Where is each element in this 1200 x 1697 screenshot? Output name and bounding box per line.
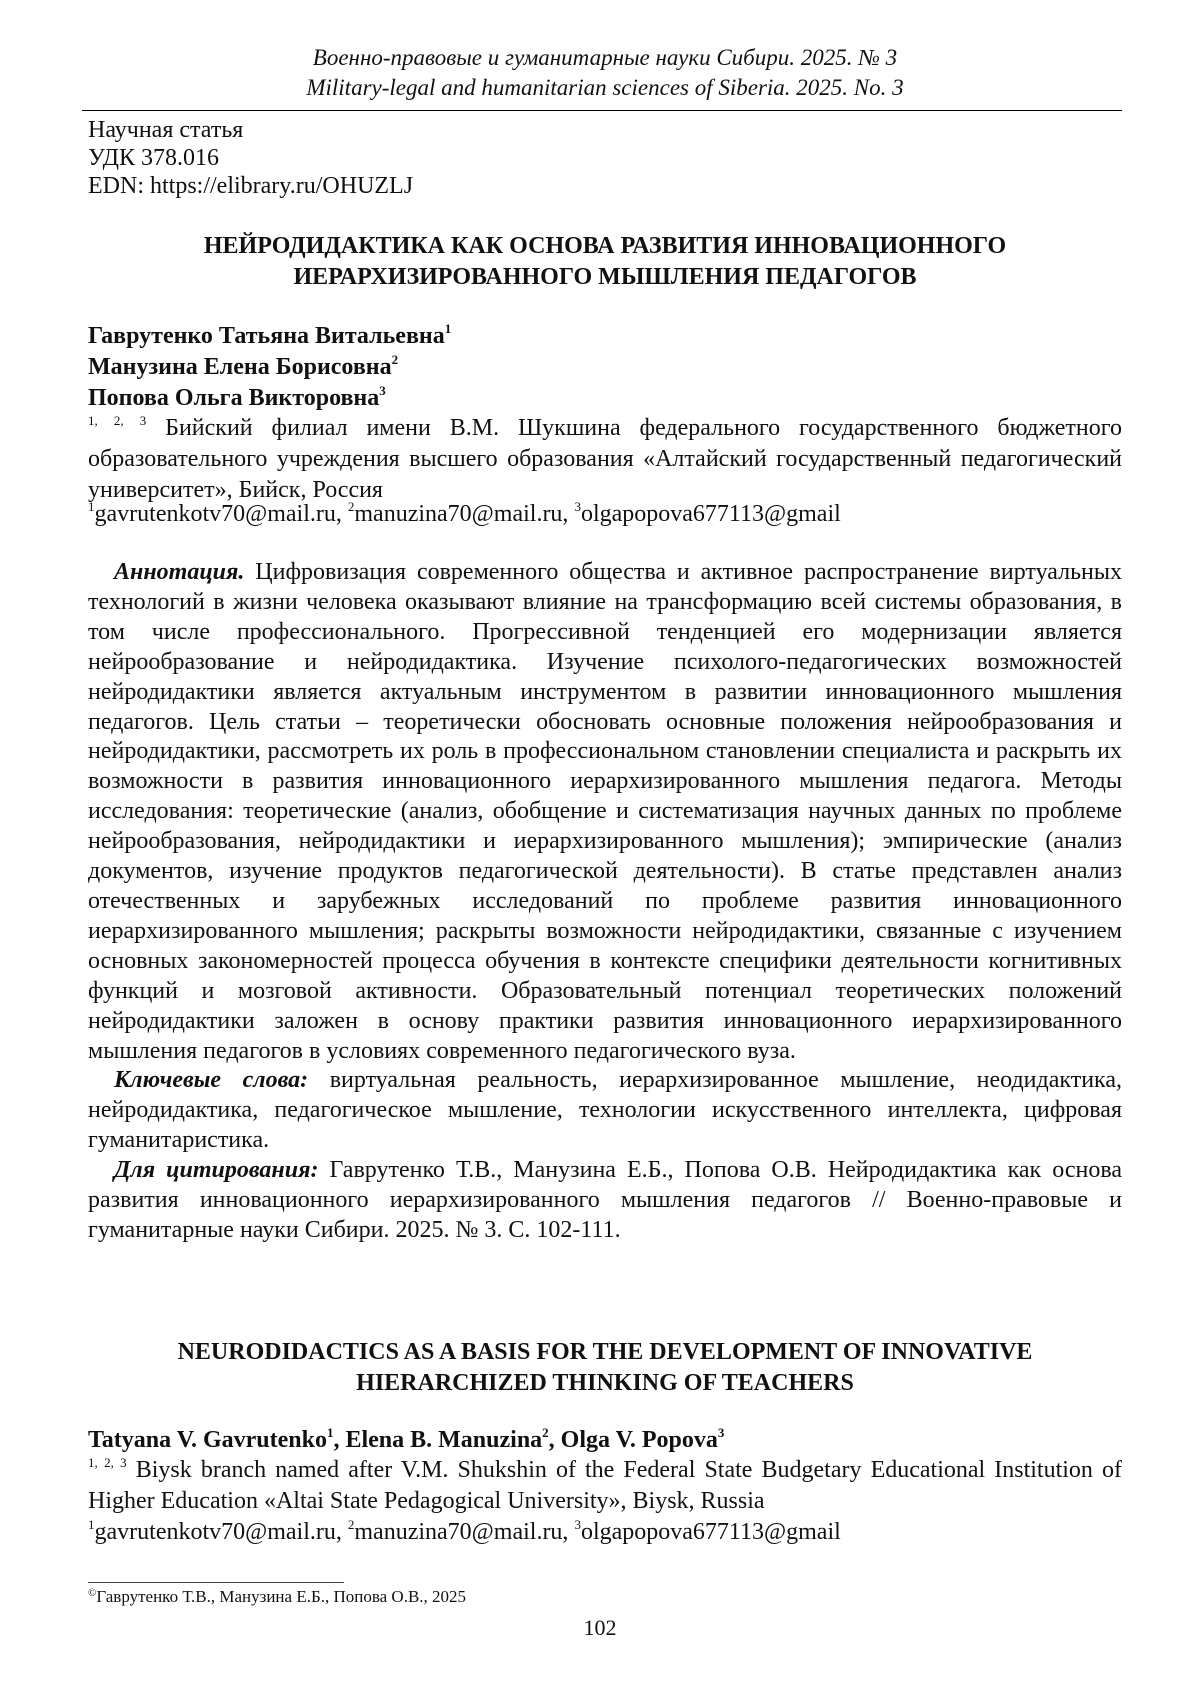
title-en-line-1: NEURODIDACTICS AS A BASIS FOR THE DEVELOPMENT OF INNOVATIVE (177, 1339, 1033, 1365)
article-type: Научная статья (88, 117, 244, 143)
abstract-paragraph (88, 558, 1122, 1066)
article-meta (88, 116, 1122, 200)
copyright-symbol: © (88, 1587, 97, 1599)
affiliation-ru (88, 413, 1122, 506)
affiliation-en (88, 1455, 1122, 1517)
email-link[interactable]: manuzina70@mail.ru, (354, 1519, 575, 1545)
email-link[interactable]: gavrutenkotv70@mail.ru, (94, 1519, 348, 1545)
author-ru: Попова Ольга Викторовна$^3$ (88, 383, 386, 411)
email-list-ru: $^1$gavrutenkotv70@mail.ru, $^2$manuzina70@mail.ru, $^3$olgapopova677113@gmail (88, 499, 841, 527)
footnote-rule (88, 1582, 344, 1583)
header-rule (82, 110, 1122, 111)
abstract-text: Цифровизация современного общества и активное распространение виртуальных технологий в жизни человека оказывают влияние на трансформацию всей системы образования, в том числе профессионального. Прогрессивной тенденцией его модернизации является нейрообразование и нейродидактика. Изучение психолого-педагогических возможностей нейродидактики является актуальным инструментом в развитии инновационного мышления педагогов. Цель статьи – теоретически обосновать основные положения нейрообразования и нейродидактики, рассмотреть их роль в профессиональном становлении специалиста и раскрыть их возможности в развития инновационного иерархизированного мышления педагога. Методы исследования: теоретические (анализ, обобщение и систематизация научных данных по проблеме нейрообразования, нейродидактики и иерархизированного мышления); эмпирические (анализ документов, изучение продуктов педагогической деятельности). В статье представлен анализ отечественных и зарубежных исследований по проблеме развития инновационного иерархизированного мышления; раскрыты возможности нейродидактики, связанные с изучением основных закономерностей процесса обучения в контексте специфики деятельности когнитивных функций и мозговой активности. Образовательный потенциал теоретических положений нейродидактики заложен в основу практики развития инновационного иерархизированного мышления педагогов в условиях современного педагогического вуза. (88, 559, 1123, 1064)
author-ru: Манузина Елена Борисовна$^2$ (88, 352, 399, 380)
abstract-block (88, 558, 1122, 1246)
abstract-label: Аннотация. (114, 559, 245, 585)
running-head (88, 43, 1122, 103)
affiliation-en-marks: 1, 2, 3 (88, 1455, 127, 1470)
article-title-en (88, 1337, 1122, 1399)
email-link[interactable]: gavrutenkotv70@mail.ru, (94, 501, 348, 527)
citation-label: Для цитирования: (114, 1157, 319, 1184)
title-en-line-2: HIERARCHIZED THINKING OF TEACHERS (356, 1370, 854, 1396)
affiliation-en-text: Biysk branch named after V.M. Shukshin of the Federal State Budgetary Educational Institution of Higher Education «Altai State Pedagogical University», Biysk, Russia (88, 1457, 1123, 1514)
author-list-en: Tatyana V. Gavrutenko$^1$, Elena B. Manuzina$^2$, Olga V. Popova$^3$ (88, 1425, 725, 1453)
affiliation-marks: 1, 2, 3 (88, 413, 147, 428)
copyright-text: Гаврутенко Т.В., Манузина Е.Б., Попова О.В., 2025 (96, 1587, 467, 1606)
keywords-label: Ключевые слова: (114, 1067, 309, 1094)
running-head-ru: Военно-правовые и гуманитарные науки Сибири. 2025. № 3 (312, 45, 898, 70)
citation-paragraph (88, 1156, 1122, 1246)
keywords-paragraph (88, 1066, 1122, 1156)
title-ru-line-1: НЕЙРОДИДАКТИКА КАК ОСНОВА РАЗВИТИЯ ИННОВАЦИОННОГО (203, 233, 1007, 259)
udc-code: УДК 378.016 (88, 145, 219, 171)
citation-text: Гаврутенко Т.В., Манузина Е.Б., Попова О.В. Нейродидактика как основа развития инновационного иерархизированного мышления педагогов // Военно-правовые и гуманитарные науки Сибири. 2025. № 3. С. 102-111. (88, 1157, 1123, 1243)
edn-link[interactable]: EDN: https://elibrary.ru/OHUZLJ (88, 173, 414, 199)
email-link[interactable]: manuzina70@mail.ru, (354, 501, 575, 527)
copyright-footnote (88, 1586, 1122, 1608)
author-ru: Гаврутенко Татьяна Витальевна$^1$ (88, 321, 452, 349)
email-list-en: $^1$gavrutenkotv70@mail.ru, $^2$manuzina70@mail.ru, $^3$olgapopova677113@gmail (88, 1517, 841, 1545)
email-link[interactable]: olgapopova677113@gmail (580, 1519, 841, 1545)
article-title-ru (88, 231, 1122, 293)
affiliation-text: Бийский филиал имени В.М. Шукшина федерального государственного бюджетного образовательного учреждения высшего образования «Алтайский государственный педагогический университет», Бийск, Россия (88, 415, 1123, 503)
title-ru-line-2: ИЕРАРХИЗИРОВАННОГО МЫШЛЕНИЯ ПЕДАГОГОВ (293, 264, 917, 290)
keywords-text: виртуальная реальность, иерархизированное мышление, неодидактика, нейродидактика, педагогическое мышление, технологии искусственного интеллекта, цифровая гуманитаристика. (88, 1067, 1122, 1154)
running-head-en: Military-legal and humanitarian sciences of Siberia. 2025. No. 3 (306, 75, 904, 100)
email-link[interactable]: olgapopova677113@gmail (580, 501, 841, 527)
author-list-ru (88, 321, 1122, 414)
page-number: 102 (583, 1615, 617, 1640)
